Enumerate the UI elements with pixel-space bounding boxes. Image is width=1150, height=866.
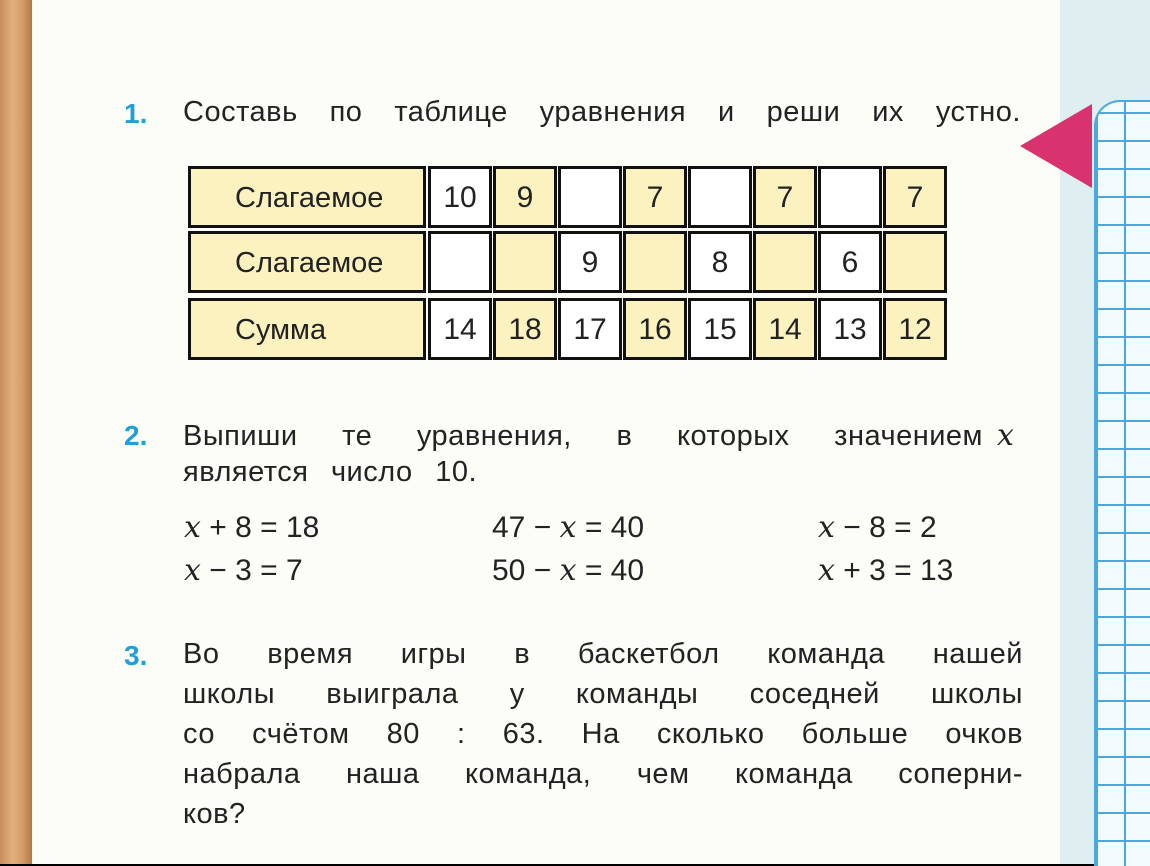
equation-2-var: x: [559, 510, 577, 545]
cell-sum-7: 13: [818, 298, 882, 360]
equation-6-var: x: [818, 553, 835, 588]
triangle-marker-icon: [1020, 104, 1092, 188]
addition-table: [188, 166, 954, 364]
cell-addend-2-4: [623, 231, 687, 293]
equation-3: [818, 510, 937, 545]
task-3-line-1: Во время игры в баскетбол команда нашей: [183, 638, 1023, 670]
task-3-number: 3.: [124, 640, 148, 671]
equation-4-var: x: [184, 553, 201, 588]
task-2-line-1-text: Выпиши те уравнения, в которых значением: [183, 420, 983, 452]
row-label-addend-1: Слагаемое: [188, 166, 426, 228]
cell-addend-2-7: 6: [818, 231, 882, 293]
equation-1-var: x: [184, 510, 201, 545]
task-2-number: 2.: [124, 420, 148, 451]
cell-addend-2-1: [428, 231, 492, 293]
equation-2-pre: 47 −: [492, 511, 560, 544]
cell-addend-2-3: 9: [558, 231, 622, 293]
equation-1-expr: + 8 = 18: [200, 511, 320, 544]
equation-2: [492, 510, 644, 545]
cell-addend-2-5: 8: [688, 231, 752, 293]
grid-paper-panel: [1094, 100, 1150, 866]
cell-addend-1-5: [688, 166, 752, 228]
equation-5: [492, 553, 644, 588]
cell-sum-5: 15: [688, 298, 752, 360]
row-label-addend-2: Слагаемое: [188, 231, 426, 293]
task-3-line-4: набрала наша команда, чем команда соперни-: [183, 758, 1023, 790]
equation-5-var: x: [559, 553, 577, 588]
left-page-edge: [0, 0, 32, 864]
cell-addend-2-6: [753, 231, 817, 293]
cell-sum-4: 16: [623, 298, 687, 360]
equation-6: [818, 553, 953, 588]
cell-addend-2-8: [883, 231, 947, 293]
cell-addend-1-7: [818, 166, 882, 228]
task-1-text: Составь по таблице уравнения и реши их устно.: [183, 96, 1021, 128]
task-3-line-2: школы выиграла у команды соседней школы: [183, 678, 1023, 710]
task-2-variable: x: [997, 418, 1015, 453]
equation-6-expr: + 3 = 13: [834, 554, 954, 587]
cell-addend-1-6: 7: [753, 166, 817, 228]
task-1-number: 1.: [124, 98, 148, 129]
task-2-line-1: [183, 418, 1023, 453]
task-2-line-2: является число 10.: [183, 456, 478, 488]
equation-4: [184, 553, 303, 588]
equation-3-var: x: [818, 510, 835, 545]
equation-3-expr: − 8 = 2: [834, 511, 937, 544]
equation-1: [184, 510, 319, 545]
equation-2-expr: = 40: [576, 511, 645, 544]
row-label-sum: Сумма: [188, 298, 426, 360]
equation-5-expr: = 40: [576, 554, 645, 587]
task-3-line-5: ков?: [183, 798, 246, 830]
cell-sum-1: 14: [428, 298, 492, 360]
cell-addend-1-1: 10: [428, 166, 492, 228]
cell-addend-2-2: [493, 231, 557, 293]
cell-sum-3: 17: [558, 298, 622, 360]
cell-addend-1-4: 7: [623, 166, 687, 228]
cell-addend-1-8: 7: [883, 166, 947, 228]
cell-sum-2: 18: [493, 298, 557, 360]
cell-sum-6: 14: [753, 298, 817, 360]
cell-addend-1-2: 9: [493, 166, 557, 228]
equation-5-pre: 50 −: [492, 554, 560, 587]
cell-sum-8: 12: [883, 298, 947, 360]
cell-addend-1-3: [558, 166, 622, 228]
task-3-line-3: со счётом 80 : 63. На сколько больше очков: [183, 718, 1023, 750]
equation-4-expr: − 3 = 7: [200, 554, 303, 587]
